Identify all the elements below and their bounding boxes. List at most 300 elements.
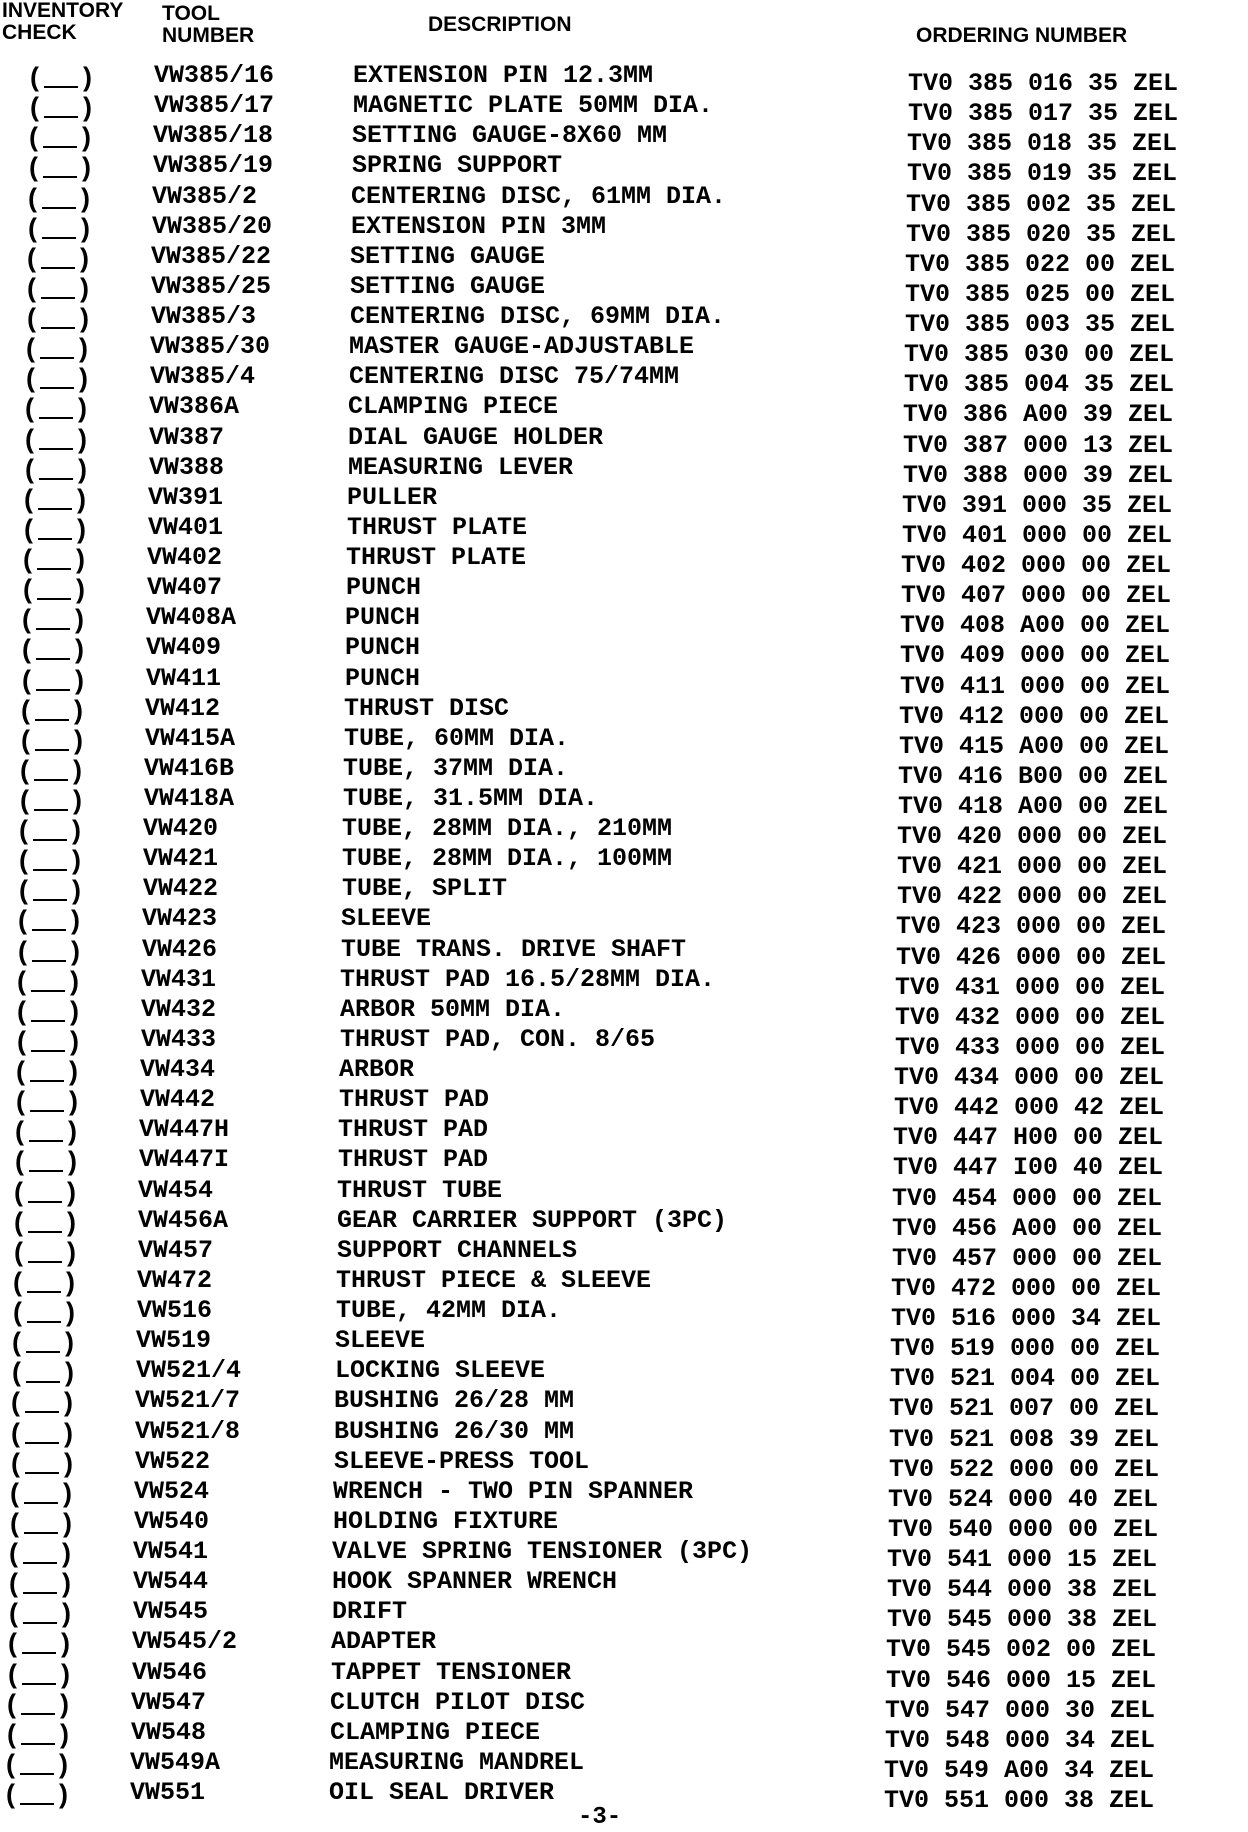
- table-row: [0, 1476, 1248, 1514]
- checkbox-right-paren: ): [62, 1568, 71, 1599]
- description: TUBE, 60MM DIA.: [344, 723, 570, 753]
- ordering-number: TV0 411 000 00 ZEL: [900, 671, 1171, 701]
- table-row: [0, 1416, 1248, 1454]
- ordering-number: TV0 524 000 40 ZEL: [888, 1484, 1159, 1514]
- description: PUNCH: [345, 603, 421, 633]
- inventory-checkbox[interactable]: [21, 724, 83, 755]
- checkbox-left-paren: (: [27, 303, 36, 333]
- tool-number: VW447I: [139, 1145, 230, 1175]
- table-row: [0, 633, 1248, 671]
- description: WRENCH - TWO PIN SPANNER: [333, 1476, 694, 1506]
- tool-number: VW551: [130, 1778, 206, 1807]
- table-row: [0, 1567, 1248, 1605]
- inventory-checkbox[interactable]: [25, 393, 87, 424]
- tool-number: VW412: [145, 693, 221, 723]
- description: SLEEVE: [341, 904, 432, 934]
- checkbox-blank-line: [41, 267, 75, 269]
- description: SPRING SUPPORT: [352, 151, 563, 181]
- checkbox-right-paren: ): [64, 1447, 73, 1478]
- checkbox-left-paren: (: [13, 1266, 22, 1297]
- checkbox-right-paren: ): [78, 393, 87, 424]
- checkbox-blank-line: [25, 1472, 59, 1474]
- checkbox-right-paren: ): [71, 905, 80, 936]
- checkbox-left-paren: (: [13, 1297, 22, 1327]
- checkbox-right-paren: ): [63, 1477, 72, 1508]
- checkbox-blank-line: [34, 809, 68, 811]
- inventory-checkbox[interactable]: [20, 784, 82, 815]
- inventory-checkbox[interactable]: [12, 1327, 74, 1358]
- inventory-checkbox[interactable]: [27, 242, 89, 273]
- table-row: [0, 543, 1248, 580]
- ordering-number: TV0 521 007 00 ZEL: [889, 1394, 1160, 1424]
- checkbox-left-paren: (: [25, 423, 34, 454]
- checkbox-blank-line: [33, 839, 67, 841]
- table-row: [0, 1205, 1248, 1243]
- description: EXTENSION PIN 3MM: [351, 211, 607, 241]
- ordering-number: TV0 421 000 00 ZEL: [897, 852, 1168, 882]
- inventory-checkbox[interactable]: [22, 664, 84, 695]
- inventory-checkbox[interactable]: [8, 1658, 70, 1689]
- tool-number: VW388: [149, 452, 225, 482]
- checkbox-right-paren: ): [60, 1688, 69, 1719]
- table-row: [0, 1627, 1248, 1665]
- ordering-number: TV0 521 004 00 ZEL: [890, 1364, 1161, 1394]
- checkbox-left-paren: (: [19, 815, 28, 846]
- checkbox-left-paren: (: [30, 62, 39, 92]
- table-row: [0, 271, 1248, 309]
- checkbox-right-paren: ): [72, 875, 81, 906]
- table-row: [0, 1296, 1248, 1333]
- inventory-checkbox[interactable]: [10, 1507, 72, 1538]
- checkbox-blank-line: [29, 1140, 63, 1142]
- tool-number: VW385/2: [152, 181, 258, 211]
- tool-number: VW546: [132, 1657, 208, 1687]
- inventory-checkbox[interactable]: [17, 995, 79, 1026]
- inventory-checkbox[interactable]: [23, 574, 85, 605]
- checkbox-left-paren: (: [12, 1327, 21, 1358]
- inventory-checkbox[interactable]: [19, 815, 81, 846]
- table-row: [0, 1356, 1248, 1394]
- tool-number: VW521/8: [135, 1416, 241, 1446]
- tool-number: VW421: [143, 844, 219, 874]
- description: DIAL GAUGE HOLDER: [348, 422, 604, 452]
- checkbox-blank-line: [30, 1110, 64, 1112]
- ordering-number: TV0 447 H00 00 ZEL: [893, 1123, 1164, 1153]
- checkbox-right-paren: ): [73, 754, 82, 785]
- table-row: [0, 362, 1248, 400]
- checkbox-blank-line: [39, 448, 73, 450]
- tool-number: VW411: [146, 663, 222, 693]
- description: THRUST PAD: [338, 1145, 489, 1175]
- ordering-number: TV0 549 A00 34 ZEL: [884, 1755, 1155, 1785]
- checkbox-right-paren: ): [66, 1266, 75, 1297]
- description: MASTER GAUGE-ADJUSTABLE: [349, 332, 695, 362]
- ordering-number: TV0 548 000 34 ZEL: [885, 1725, 1156, 1755]
- checkbox-left-paren: (: [22, 604, 31, 635]
- checkbox-blank-line: [39, 478, 73, 480]
- ordering-number: TV0 407 000 00 ZEL: [901, 581, 1172, 611]
- description: MEASURING MANDREL: [329, 1747, 585, 1777]
- ordering-number: TV0 385 022 00 ZEL: [905, 249, 1176, 279]
- tool-number: VW423: [142, 904, 218, 934]
- ordering-number: TV0 409 000 00 ZEL: [900, 641, 1171, 671]
- table-row: [0, 994, 1248, 1032]
- inventory-checkbox[interactable]: [27, 272, 89, 303]
- ordering-number: TV0 391 000 35 ZEL: [902, 490, 1173, 520]
- inventory-checkbox[interactable]: [15, 1116, 77, 1147]
- inventory-checkbox[interactable]: [26, 333, 88, 364]
- table-row: [0, 1145, 1248, 1183]
- checkbox-blank-line: [29, 1170, 63, 1172]
- tool-number: VW391: [148, 482, 224, 512]
- tool-number: VW407: [147, 573, 223, 603]
- tool-number: VW422: [143, 874, 219, 904]
- checkbox-right-paren: ): [75, 664, 84, 695]
- checkbox-right-paren: ): [67, 1176, 76, 1207]
- checkbox-right-paren: ): [70, 1025, 79, 1056]
- checkbox-left-paren: (: [24, 513, 33, 544]
- checkbox-blank-line: [36, 628, 70, 630]
- table-row: [0, 1537, 1248, 1574]
- checkbox-right-paren: ): [76, 574, 85, 605]
- inventory-checkbox[interactable]: [30, 92, 92, 123]
- checkbox-blank-line: [35, 749, 69, 751]
- checkbox-right-paren: ): [64, 1387, 73, 1418]
- inventory-checkbox[interactable]: [25, 453, 87, 484]
- ordering-number: TV0 541 000 15 ZEL: [887, 1545, 1158, 1574]
- ordering-number: TV0 546 000 15 ZEL: [886, 1665, 1157, 1695]
- table-row: [0, 241, 1248, 279]
- tool-number: VW387: [149, 422, 225, 452]
- inventory-checkbox[interactable]: [6, 1748, 68, 1779]
- description: THRUST PAD: [338, 1115, 489, 1145]
- ordering-number: TV0 442 000 42 ZEL: [894, 1093, 1165, 1123]
- ordering-number: TV0 522 000 00 ZEL: [889, 1454, 1160, 1484]
- checkbox-right-paren: ): [78, 423, 87, 454]
- checkbox-left-paren: (: [17, 995, 26, 1026]
- checkbox-blank-line: [41, 327, 75, 329]
- description: TUBE TRANS. DRIVE SHAFT: [341, 934, 687, 964]
- ordering-number: TV0 385 030 00 ZEL: [904, 340, 1175, 370]
- description: PUNCH: [345, 663, 421, 693]
- description: MAGNETIC PLATE 50MM DIA.: [353, 91, 714, 121]
- tool-number: VW521/7: [135, 1386, 241, 1416]
- ordering-number: TV0 456 A00 00 ZEL: [892, 1213, 1163, 1243]
- tool-number: VW385/20: [152, 211, 273, 241]
- ordering-number: TV0 415 A00 00 ZEL: [899, 731, 1170, 761]
- inventory-checkbox[interactable]: [24, 483, 86, 514]
- table-row: [0, 1085, 1248, 1123]
- checkbox-blank-line: [23, 1592, 57, 1594]
- checkbox-blank-line: [40, 387, 74, 389]
- checkbox-blank-line: [42, 237, 76, 239]
- page-number: -3-: [578, 1804, 622, 1831]
- inventory-checkbox[interactable]: [14, 1236, 76, 1267]
- checkbox-blank-line: [32, 960, 66, 962]
- checkbox-blank-line: [28, 1231, 62, 1233]
- inventory-checkbox[interactable]: [29, 152, 91, 183]
- inventory-checkbox[interactable]: [10, 1477, 72, 1508]
- inventory-checkbox[interactable]: [15, 1146, 77, 1177]
- checkbox-blank-line: [25, 1442, 59, 1444]
- ordering-number: TV0 551 000 38 ZEL: [884, 1786, 1155, 1815]
- checkbox-right-paren: ): [59, 1748, 68, 1779]
- tool-number: VW522: [135, 1446, 211, 1476]
- table-row: [0, 512, 1248, 550]
- inventory-checkbox[interactable]: [23, 544, 85, 574]
- tool-number: VW547: [131, 1687, 207, 1717]
- tool-number: VW385/22: [151, 241, 272, 271]
- ordering-number: TV0 434 000 00 ZEL: [894, 1063, 1165, 1093]
- table-row: [0, 693, 1248, 731]
- checkbox-right-paren: ): [59, 1779, 68, 1809]
- checkbox-left-paren: (: [11, 1447, 20, 1478]
- checkbox-left-paren: (: [22, 634, 31, 665]
- checkbox-left-paren: (: [10, 1507, 19, 1538]
- inventory-checkbox[interactable]: [19, 875, 81, 906]
- checkbox-left-paren: (: [22, 664, 31, 695]
- table-row: [0, 1235, 1248, 1273]
- inventory-checkbox[interactable]: [9, 1598, 71, 1629]
- ordering-number: TV0 387 000 13 ZEL: [903, 430, 1174, 460]
- inventory-checkbox[interactable]: [17, 1025, 79, 1056]
- checkbox-left-paren: (: [29, 122, 38, 153]
- description: TUBE, 31.5MM DIA.: [343, 783, 599, 813]
- inventory-checkbox[interactable]: [13, 1266, 75, 1297]
- inventory-checkbox[interactable]: [28, 182, 90, 213]
- inventory-checkbox[interactable]: [18, 935, 80, 966]
- checkbox-left-paren: (: [7, 1688, 16, 1719]
- tool-number: VW433: [141, 1024, 217, 1054]
- inventory-checkbox[interactable]: [29, 122, 91, 153]
- description: SETTING GAUGE: [350, 271, 546, 301]
- checkbox-left-paren: (: [19, 875, 28, 906]
- inventory-checkbox[interactable]: [21, 694, 83, 725]
- inventory-checkbox[interactable]: [14, 1176, 76, 1207]
- inventory-checkbox[interactable]: [25, 423, 87, 454]
- table-row: [0, 573, 1248, 611]
- tool-number: VW385/4: [150, 362, 256, 392]
- inventory-checkbox[interactable]: [11, 1447, 73, 1478]
- checkbox-blank-line: [31, 1050, 65, 1052]
- inventory-checkbox[interactable]: [19, 845, 81, 876]
- inventory-checkbox[interactable]: [14, 1206, 76, 1237]
- table-row: [0, 422, 1248, 460]
- tool-number: VW472: [137, 1265, 213, 1295]
- table-row: [0, 181, 1248, 219]
- tool-number: VW385/19: [153, 151, 274, 181]
- checkbox-right-paren: ): [69, 1056, 78, 1087]
- checkbox-blank-line: [36, 689, 70, 691]
- table-row: [0, 1175, 1248, 1213]
- inventory-checkbox[interactable]: [22, 604, 84, 635]
- checkbox-right-paren: ): [83, 92, 92, 123]
- table-row: [0, 392, 1248, 430]
- checkbox-left-paren: (: [10, 1477, 19, 1508]
- ordering-number: TV0 386 A00 39 ZEL: [903, 400, 1174, 430]
- tool-number: VW545: [133, 1597, 209, 1627]
- ordering-number: TV0 385 025 00 ZEL: [905, 279, 1176, 309]
- inventory-checkbox[interactable]: [17, 965, 79, 996]
- description: EXTENSION PIN 12.3MM: [353, 61, 654, 90]
- description: HOOK SPANNER WRENCH: [332, 1567, 618, 1597]
- description: PUNCH: [345, 633, 421, 663]
- checkbox-right-paren: ): [68, 1146, 77, 1177]
- inventory-checkbox[interactable]: [11, 1417, 73, 1448]
- tool-number: VW408A: [146, 603, 237, 633]
- checkbox-left-paren: (: [16, 1056, 25, 1087]
- checkbox-right-paren: ): [80, 303, 89, 333]
- description: LOCKING SLEEVE: [335, 1356, 546, 1386]
- table-row: [0, 1386, 1248, 1424]
- table-row: [0, 1326, 1248, 1364]
- description: THRUST PAD: [339, 1085, 490, 1115]
- table-row: [0, 723, 1248, 761]
- header-check-line2: CHECK: [2, 21, 77, 44]
- checkbox-blank-line: [23, 1622, 57, 1624]
- inventory-checkbox[interactable]: [20, 754, 82, 785]
- description: MEASURING LEVER: [348, 452, 574, 482]
- ordering-number: TV0 418 A00 00 ZEL: [898, 791, 1169, 821]
- tool-number: VW456A: [138, 1205, 229, 1235]
- tool-number: VW545/2: [132, 1627, 238, 1657]
- ordering-number: TV0 433 000 00 ZEL: [895, 1032, 1166, 1062]
- checkbox-blank-line: [20, 1803, 54, 1805]
- description: CLUTCH PILOT DISC: [330, 1687, 586, 1717]
- tool-number: VW416B: [144, 753, 235, 783]
- table-row: [0, 482, 1248, 520]
- inventory-checkbox[interactable]: [27, 303, 89, 333]
- checkbox-left-paren: (: [8, 1628, 17, 1659]
- tool-number: VW544: [133, 1567, 209, 1597]
- checkbox-right-paren: ): [74, 724, 83, 755]
- description: CENTERING DISC 75/74MM: [349, 362, 680, 392]
- checkbox-blank-line: [38, 508, 72, 510]
- checkbox-right-paren: ): [63, 1507, 72, 1538]
- checkbox-right-paren: ): [82, 152, 91, 183]
- description: SLEEVE: [335, 1326, 426, 1356]
- table-row: [0, 1657, 1248, 1695]
- checkbox-right-paren: ): [79, 363, 88, 394]
- checkbox-blank-line: [33, 869, 67, 871]
- table-row: [0, 1778, 1248, 1815]
- table-row: [0, 904, 1248, 942]
- checkbox-right-paren: ): [67, 1206, 76, 1237]
- checkbox-left-paren: (: [21, 724, 30, 755]
- inventory-checkbox[interactable]: [28, 212, 90, 243]
- checkbox-right-paren: ): [70, 995, 79, 1026]
- tool-number: VW385/25: [151, 271, 272, 301]
- checkbox-blank-line: [28, 1201, 62, 1203]
- checkbox-left-paren: (: [27, 272, 36, 303]
- inventory-checkbox[interactable]: [13, 1297, 75, 1327]
- ordering-number: TV0 519 000 00 ZEL: [890, 1334, 1161, 1364]
- tool-number: VW541: [133, 1537, 209, 1566]
- inventory-checkbox[interactable]: [26, 363, 88, 394]
- ordering-number: TV0 516 000 34 ZEL: [891, 1304, 1162, 1333]
- checkbox-right-paren: ): [69, 1086, 78, 1117]
- table-row: [0, 1024, 1248, 1062]
- checkbox-left-paren: (: [12, 1357, 21, 1388]
- checkbox-right-paren: ): [79, 333, 88, 364]
- table-row: [0, 151, 1248, 189]
- table-row: [0, 1055, 1248, 1093]
- checkbox-blank-line: [37, 598, 71, 600]
- inventory-checkbox[interactable]: [8, 1628, 70, 1659]
- inventory-checkbox[interactable]: [24, 513, 86, 544]
- checkbox-blank-line: [26, 1381, 60, 1383]
- inventory-checkbox[interactable]: [30, 62, 92, 92]
- ordering-number: TV0 385 002 35 ZEL: [906, 189, 1177, 219]
- tool-number: VW516: [137, 1296, 213, 1325]
- table-row: [0, 783, 1248, 821]
- ordering-number: TV0 447 I00 40 ZEL: [893, 1153, 1164, 1183]
- description: TUBE, 42MM DIA.: [336, 1296, 562, 1325]
- checkbox-right-paren: ): [72, 815, 81, 846]
- header-inventory-line1: INVENTORY: [2, 0, 124, 22]
- description: THRUST TUBE: [337, 1175, 503, 1205]
- description: TUBE, 37MM DIA.: [343, 753, 569, 783]
- checkbox-right-paren: ): [78, 453, 87, 484]
- checkbox-left-paren: (: [19, 845, 28, 876]
- table-row: [0, 964, 1248, 1002]
- inventory-checkbox[interactable]: [16, 1056, 78, 1087]
- inventory-checkbox[interactable]: [6, 1779, 68, 1809]
- checkbox-left-paren: (: [11, 1387, 20, 1418]
- table-row: [0, 121, 1248, 159]
- inventory-checkbox[interactable]: [7, 1718, 69, 1749]
- checkbox-blank-line: [31, 1020, 65, 1022]
- checkbox-blank-line: [25, 1411, 59, 1413]
- inventory-checkbox[interactable]: [11, 1387, 73, 1418]
- inventory-checkbox[interactable]: [12, 1357, 74, 1388]
- ordering-number: TV0 385 016 35 ZEL: [908, 69, 1179, 98]
- ordering-number: TV0 544 000 38 ZEL: [887, 1575, 1158, 1605]
- inventory-checkbox[interactable]: [18, 905, 80, 936]
- inventory-checkbox[interactable]: [16, 1086, 78, 1117]
- header-tool-line1: TOOL: [162, 2, 220, 25]
- inventory-checkbox[interactable]: [22, 634, 84, 665]
- tool-number: VW426: [142, 934, 218, 964]
- checkbox-right-paren: ): [71, 935, 80, 966]
- table-row: [0, 1717, 1248, 1755]
- checkbox-right-paren: ): [82, 122, 91, 153]
- description: THRUST PLATE: [346, 543, 527, 572]
- inventory-checkbox[interactable]: [7, 1688, 69, 1719]
- ordering-number: TV0 385 004 35 ZEL: [904, 370, 1175, 400]
- checkbox-right-paren: ): [60, 1718, 69, 1749]
- checkbox-blank-line: [43, 176, 77, 178]
- description: HOLDING FIXTURE: [333, 1506, 559, 1536]
- checkbox-left-paren: (: [8, 1658, 17, 1689]
- table-row: [0, 1506, 1248, 1544]
- checkbox-blank-line: [23, 1562, 57, 1564]
- ordering-number: TV0 426 000 00 ZEL: [896, 942, 1167, 972]
- inventory-checkbox[interactable]: [9, 1568, 71, 1599]
- ordering-number: TV0 454 000 00 ZEL: [892, 1183, 1163, 1213]
- table-row: [0, 452, 1248, 490]
- checkbox-left-paren: (: [14, 1236, 23, 1267]
- checkbox-right-paren: ): [76, 544, 85, 574]
- checkbox-right-paren: ): [65, 1357, 74, 1388]
- tool-number: VW401: [148, 512, 224, 542]
- header-ordering-number: ORDERING NUMBER: [916, 24, 1128, 47]
- inventory-checkbox[interactable]: [9, 1538, 71, 1568]
- checkbox-blank-line: [39, 417, 73, 419]
- checkbox-right-paren: ): [74, 694, 83, 725]
- checkbox-blank-line: [28, 1261, 62, 1263]
- checkbox-left-paren: (: [28, 212, 37, 243]
